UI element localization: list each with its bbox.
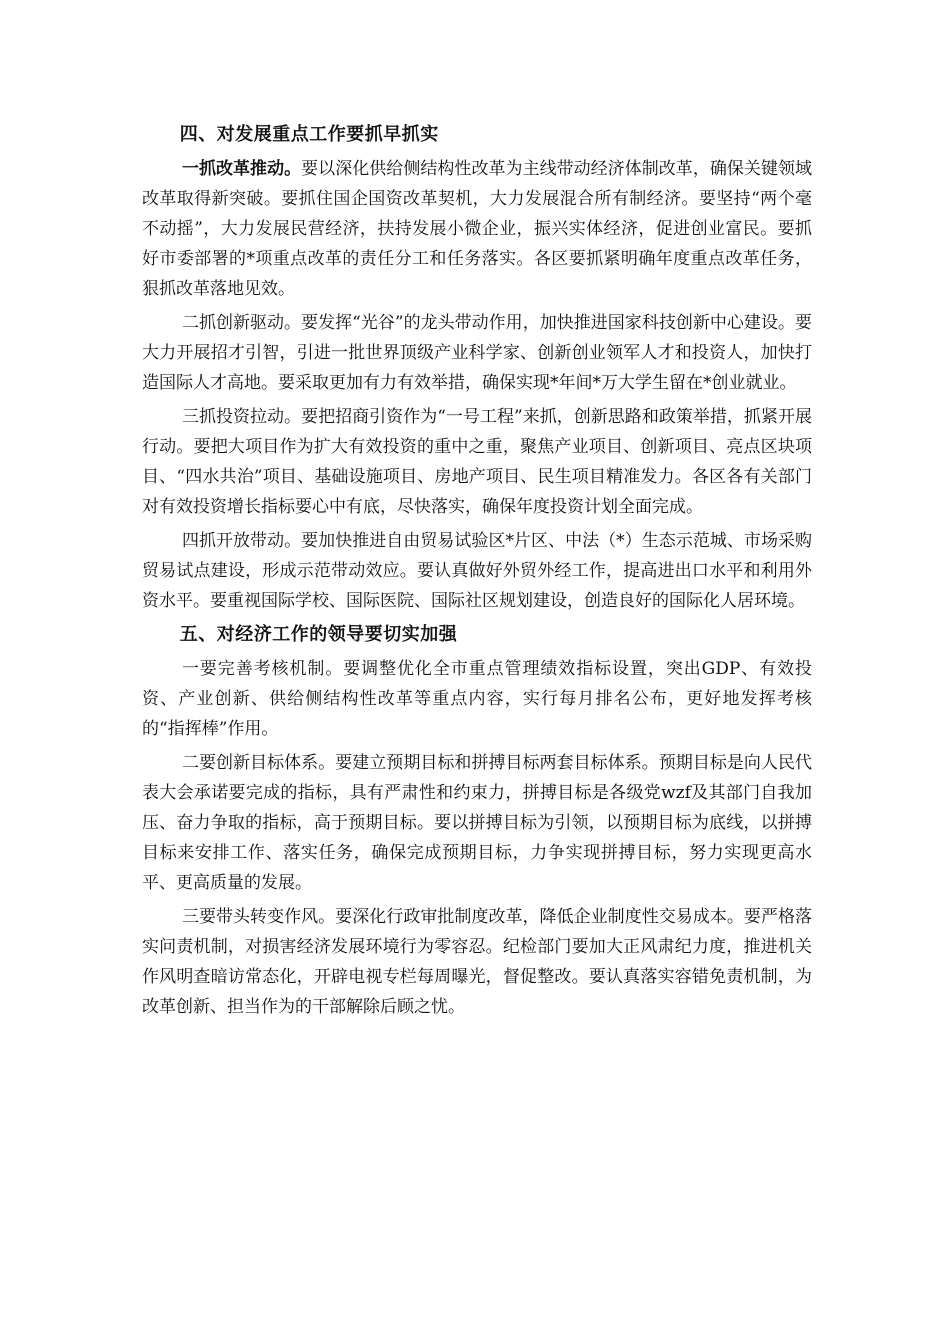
section-4-heading: 四、对发展重点工作要抓早抓实 [179, 124, 439, 145]
paragraph-body: 要以深化供给侧结构性改革为主线带动经济体制改革，确保关键领域改革取得新突破。要抓住国企国资改革契机，大力发展混合所有制经济。要坚持“两个毫不动摇”，大力发展民营经济，扶持发展小微企业，振兴实体经济，促进创业富民。要抓好市委部署的*项重点改革的责任分工和任务落实。各区要抓紧明确年度重点改革任务，狠抓改革落地见效。 [142, 159, 813, 299]
section-5-paragraph-3: 三要带头转变作风。要深化行政审批制度改革，降低企业制度性交易成本。要严格落实问责机制，对损害经济发展环境行为零容忍。纪检部门要加大正风肃纪力度，推进机关作风明查暗访常态化，开辟电视专栏每周曝光，督促整改。要认真落实容错免责机制，为改革创新、担当作为的干部解除后顾之忧。 [142, 907, 812, 1017]
section-5-heading: 五、对经济工作的领导要切实加强 [179, 624, 458, 645]
section-5-paragraph-2: 二要创新目标体系。要建立预期目标和拼搏目标两套目标体系。预期目标是向人民代表大会承诺要完成的指标，具有严肃性和约束力，拼搏目标是各级党wzf及其部门自我加压、奋力争取的指标，高于预期目标。要以拼搏目标为引领，以预期目标为底线，以拼搏目标来安排工作、落实任务，确保完成预期目标，力争实现拼搏目标，努力实现更高水平、更高质量的发展。 [142, 753, 812, 893]
section-4-paragraph-1 [142, 154, 812, 304]
section-4-paragraph-4: 四抓开放带动。要加快推进自由贸易试验区*片区、中法（*）生态示范城、市场采购贸易试点建设，形成示范带动效应。要认真做好外贸外经工作，提高进出口水平和利用外资水平。要重视国际学校、国际医院、国际社区规划建设，创造良好的国际化人居环境。 [142, 531, 812, 611]
paragraph-lead: 一抓改革推动。 [181, 159, 302, 179]
section-4-paragraph-3: 三抓投资拉动。要把招商引资作为“一号工程”来抓，创新思路和政策举措，抓紧开展行动。要把大项目作为扩大有效投资的重中之重，聚焦产业项目、创新项目、亮点区块项目、“四水共治”项目、基础设施项目、房地产项目、民生项目精准发力。各区各有关部门对有效投资增长指标要心中有底，尽快落实，确保年度投资计划全面完成。 [142, 407, 812, 517]
document-page [142, 120, 812, 1026]
section-4-paragraph-2: 二抓创新驱动。要发挥“光谷”的龙头带动作用，加快推进国家科技创新中心建设。要大力开展招才引智，引进一批世界顶级产业科学家、创新创业领军人才和投资人，加快打造国际人才高地。要采取更加有力有效举措，确保实现*年间*万大学生留在*创业就业。 [142, 313, 812, 393]
section-5-paragraph-1: 一要完善考核机制。要调整优化全市重点管理绩效指标设置，突出GDP、有效投资、产业创新、供给侧结构性改革等重点内容，实行每月排名公布，更好地发挥考核的“指挥棒”作用。 [142, 659, 812, 739]
